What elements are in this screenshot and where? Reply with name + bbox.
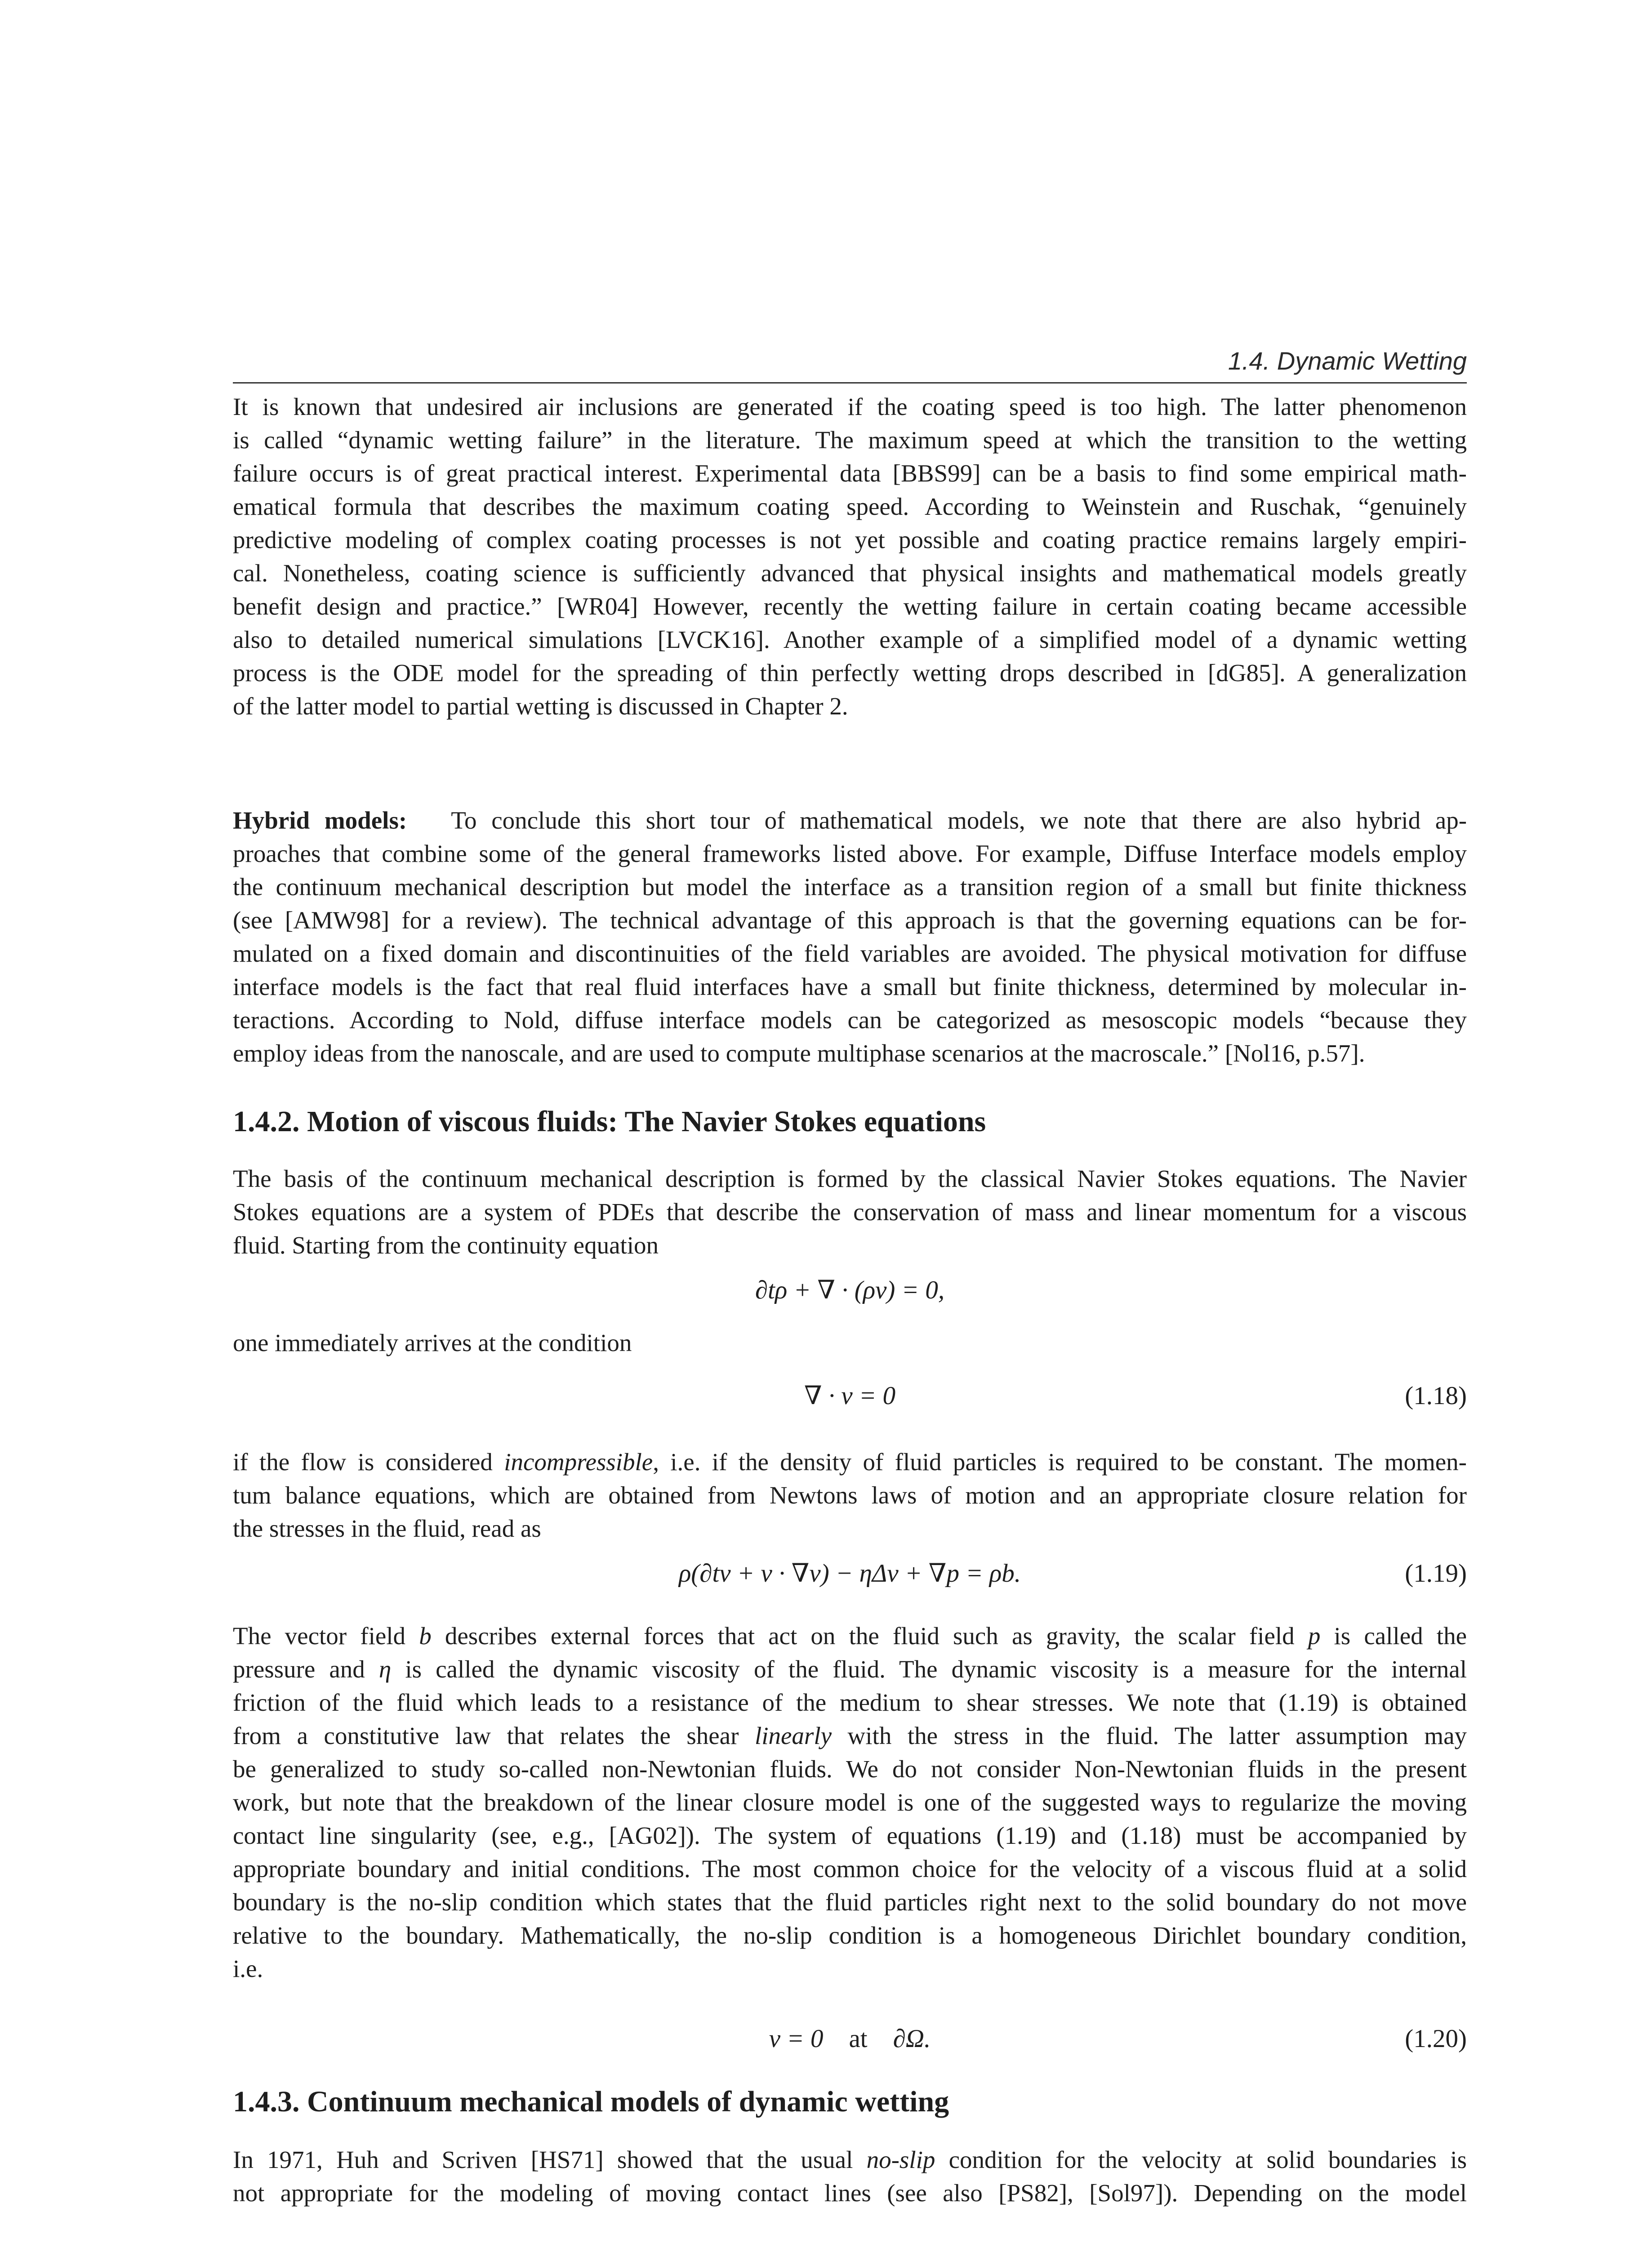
section-heading-1-4-2: 1.4.2. Motion of viscous fluids: The Navier Stokes equations [233,1105,986,1138]
paragraph-navier-stokes-intro [233,1162,1467,1262]
text-line: is called “dynamic wetting failure” in the literature. The maximum speed at which the transition to the wetting [233,426,1467,454]
text-line: It is known that undesired air inclusions are generated if the coating speed is too high. The latter phenomenon [233,393,1467,420]
equation-1-19 [233,1556,1467,1592]
text-line: boundary is the no-slip condition which states that the fluid particles right next to the solid boundary do not move [233,1888,1467,1916]
text-line: benefit design and practice.” [WR04] However, recently the wetting failure in certain coating became accessible [233,593,1467,620]
text-line [233,1445,1467,1479]
math-variable: b [419,1622,432,1650]
text-line: teractions. According to Nold, diffuse interface models can be categorized as mesoscopic models “because they [233,1006,1467,1034]
equation-lhs: v = 0 [769,2025,824,2053]
text-run: In 1971, Huh and Scriven [HS71] showed that the usual [233,2146,867,2173]
text-line: also to detailed numerical simulations [LVCK16]. Another example of a simplified model of a dynamic wetting [233,626,1467,653]
equation-1-18 [233,1378,1467,1414]
text-run: The vector field [233,1622,419,1650]
text-run: describes external forces that act on the fluid such as gravity, the scalar field [431,1622,1308,1650]
text-run: with the stress in the fluid. The latter assumption may [832,1722,1467,1749]
text-run: from a constitutive law that relates the shear [233,1722,755,1749]
text-line: the stresses in the fluid, read as [233,1515,541,1542]
text-line: one immediately arrives at the condition [233,1329,632,1356]
equation-1-20 [233,2021,1467,2057]
text-line: process is the ODE model for the spreading of thin perfectly wetting drops described in [dG85]. A generalization [233,659,1467,687]
equation-number: (1.20) [1405,2025,1467,2053]
text-run: condition for the velocity at solid boundaries is [935,2146,1467,2173]
equation-number: (1.18) [1405,1382,1467,1410]
text-line [233,1653,1467,1686]
paragraph-condition [233,1326,1467,1360]
text-line: The basis of the continuum mechanical description is formed by the classical Navier Stokes equations. The Navier [233,1165,1467,1192]
text-line: tum balance equations, which are obtained from Newtons laws of motion and an appropriate closure relation for [233,1481,1467,1509]
paragraph-incompressible [233,1445,1467,1545]
text-line [233,1719,1467,1753]
equation-expression: ∇ · v = 0 [804,1382,896,1410]
emphasis: incompressible [504,1448,653,1476]
text-line: the continuum mechanical description but model the interface as a transition region of a small but finite thickness [233,873,1467,901]
paragraph-huh-scriven [233,2143,1467,2210]
header-rule [233,382,1467,384]
paragraph-hybrid-models [233,804,1467,1070]
equation-rhs: ∂Ω. [893,2025,931,2053]
text-run: , i.e. if the density of fluid particles is required to be constant. The momen- [653,1448,1467,1476]
text-line: work, but note that the breakdown of the linear closure model is one of the suggested ways to regularize the moving [233,1789,1467,1816]
text-line: proaches that combine some of the general frameworks listed above. For example, Diffuse Interface models employ [233,840,1467,867]
text-run: is called the dynamic viscosity of the fluid. The dynamic viscosity is a measure for the internal [391,1655,1467,1683]
paragraph-vector-field [233,1619,1467,1985]
text-line: contact line singularity (see, e.g., [AG02]). The system of equations (1.19) and (1.18) must be accompanied by [233,1822,1467,1849]
equation-number: (1.19) [1405,1559,1467,1588]
math-variable: p [1308,1622,1321,1650]
text-line: failure occurs is of great practical interest. Experimental data [BBS99] can be a basis to find some empirical math- [233,459,1467,487]
emphasis: no-slip [866,2146,935,2173]
text-line: i.e. [233,1955,263,1982]
paragraph-dynamic-wetting-failure [233,390,1467,723]
equation-connector: at [849,2025,868,2053]
text-line: fluid. Starting from the continuity equation [233,1231,659,1259]
text-line: Stokes equations are a system of PDEs that describe the conservation of mass and linear momentum for a viscous [233,1198,1467,1226]
math-variable: η [378,1655,392,1683]
running-header: 1.4. Dynamic Wetting [1228,347,1467,375]
text-run: pressure and [233,1655,379,1683]
equation-continuity [233,1272,1467,1308]
text-line: of the latter model to partial wetting is discussed in Chapter 2. [233,692,848,720]
equation-expression: ρ(∂tv + v · ∇v) − ηΔv + ∇p = ρb. [678,1559,1021,1588]
text-line: interface models is the fact that real fluid interfaces have a small but finite thickness, determined by molecular in- [233,973,1467,1000]
text-line [233,804,1467,837]
emphasis: linearly [754,1722,832,1749]
text-run: if the flow is considered [233,1448,504,1476]
text-run: is called the [1320,1622,1467,1650]
text-line [233,2143,1467,2177]
text-line: be generalized to study so-called non-Newtonian fluids. We do not consider Non-Newtonian fluids in the present [233,1755,1467,1783]
text-line: cal. Nonetheless, coating science is sufficiently advanced that physical insights and mathematical models greatly [233,559,1467,587]
text-line: appropriate boundary and initial conditions. The most common choice for the velocity of a viscous fluid at a solid [233,1855,1467,1882]
section-heading-1-4-3: 1.4.3. Continuum mechanical models of dynamic wetting [233,2085,949,2118]
equation-expression: ∂tρ + ∇ · (ρv) = 0, [755,1276,945,1304]
text-line: (see [AMW98] for a review). The technical advantage of this approach is that the governing equations can be for- [233,906,1467,934]
equation-expression [233,2021,1467,2057]
text-run: To conclude this short tour of mathematical models, we note that there are also hybrid ap- [451,807,1467,834]
text-line: relative to the boundary. Mathematically, the no-slip condition is a homogeneous Dirichlet boundary condition, [233,1922,1467,1949]
text-line: predictive modeling of complex coating processes is not yet possible and coating practice remains largely empiri- [233,526,1467,553]
text-line: friction of the fluid which leads to a resistance of the medium to shear stresses. We note that (1.19) is obtained [233,1689,1467,1716]
text-line [233,1619,1467,1653]
text-line: employ ideas from the nanoscale, and are used to compute multiphase scenarios at the macroscale.” [Nol16, p.57]. [233,1039,1365,1067]
run-in-heading: Hybrid models: [233,807,407,834]
text-line: ematical formula that describes the maximum coating speed. According to Weinstein and Ruschak, “genuinely [233,493,1467,520]
text-line: mulated on a fixed domain and discontinuities of the field variables are avoided. The physical motivation for diffuse [233,940,1467,967]
text-line: not appropriate for the modeling of moving contact lines (see also [PS82], [Sol97]). Depending on the model [233,2179,1467,2207]
